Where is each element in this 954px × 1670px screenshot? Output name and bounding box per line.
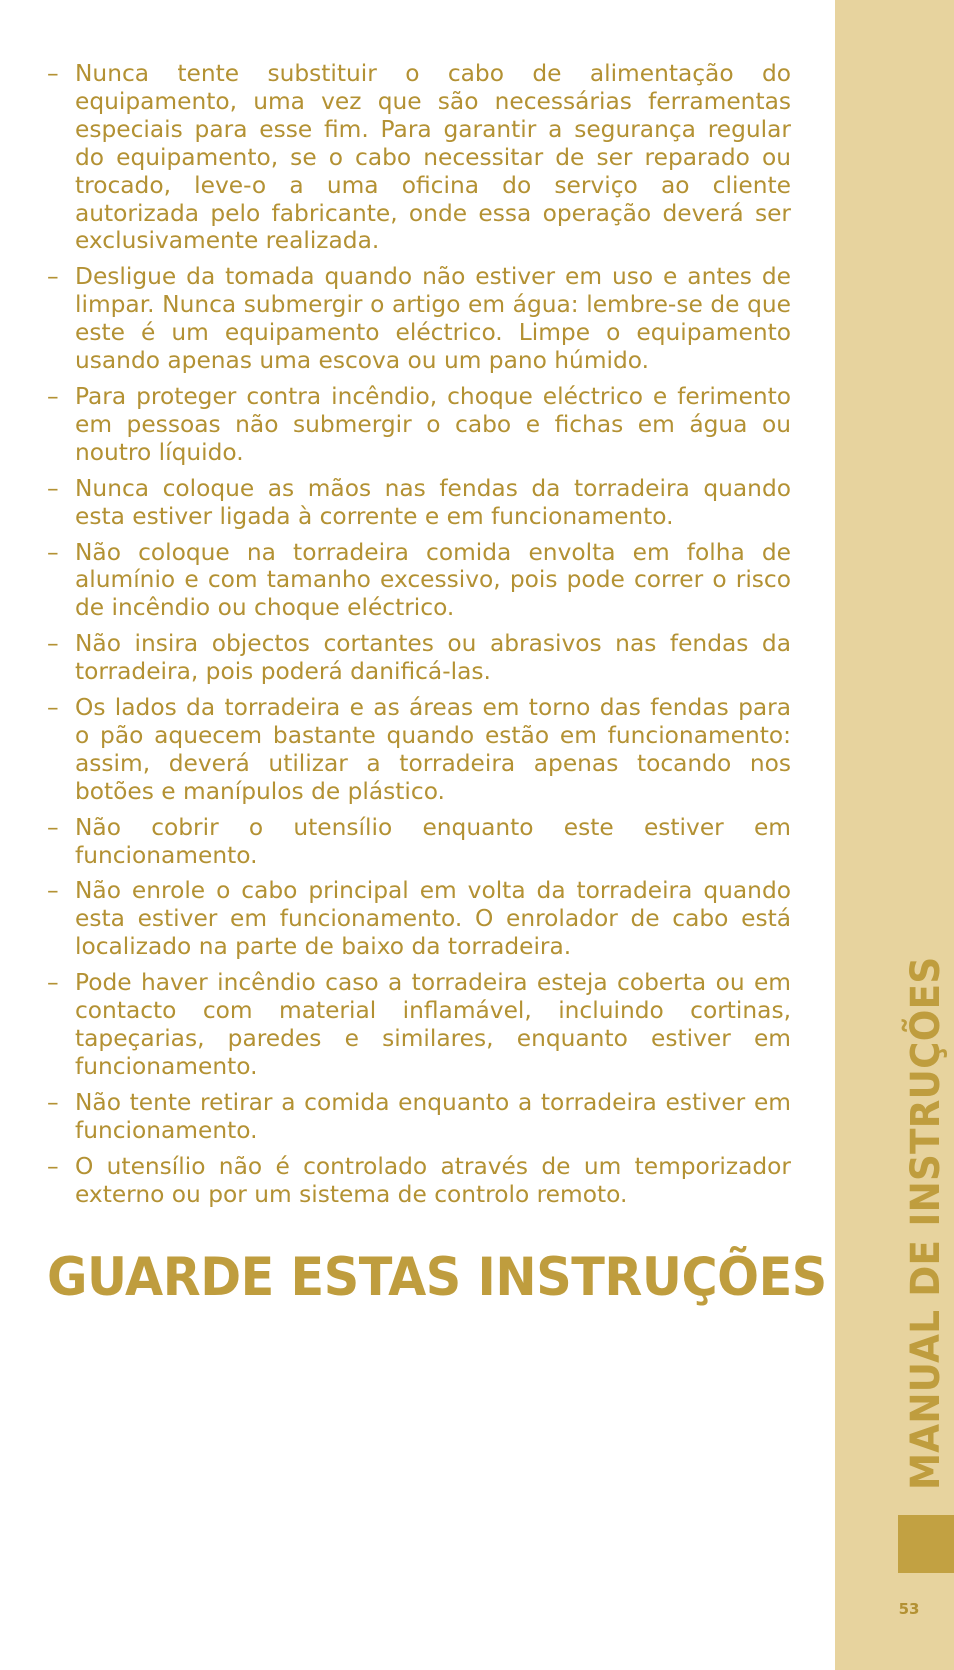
list-dash: – (47, 877, 59, 905)
sidebar-section-title-text: MANUAL DE INSTRUÇÕES (903, 956, 949, 1490)
list-dash: – (47, 538, 59, 566)
list-dash: – (47, 813, 59, 841)
list-dash: – (47, 474, 59, 502)
list-item (47, 1089, 791, 1145)
list-item (47, 539, 791, 623)
list-item-text: Pode haver incêndio caso a torradeira esteja coberta ou em contacto com material inflamável, incluindo cortinas, tapeçarias, paredes e similares, enquanto estiver em funcionamento. (75, 969, 791, 1080)
list-item-text: Não coloque na torradeira comida envolta em folha de alumínio e com tamanho excessivo, pois pode correr o risco de incêndio ou choque eléctrico. (75, 538, 791, 622)
list-item (47, 630, 791, 686)
list-item-text: Nunca tente substituir o cabo de alimentação do equipamento, uma vez que são necessárias ferramentas especiais para esse fim. Para garantir a segurança regular do equipamento, se o cabo necessitar de ser reparado ou trocado, leve-o a uma oficina do serviço ao cliente autorizada pelo fabricante, onde essa operação deverá ser exclusivamente realizada. (75, 60, 791, 255)
list-dash: – (47, 263, 59, 291)
list-item (47, 60, 791, 255)
list-dash: – (47, 1088, 59, 1116)
list-item (47, 814, 791, 870)
list-item-text: Não enrole o cabo principal em volta da torradeira quando esta estiver em funcionamento. O enrolador de cabo está localizado na parte de baixo da torradeira. (75, 877, 791, 961)
main-content (47, 60, 827, 1310)
list-item-text: Não insira objectos cortantes ou abrasivos nas fendas da torradeira, pois poderá danificá-las. (75, 630, 791, 686)
safety-instructions-list (47, 60, 791, 1208)
list-dash: – (47, 969, 59, 997)
list-item-text: O utensílio não é controlado através de um temporizador externo ou por um sistema de controlo remoto. (75, 1152, 791, 1208)
list-item (47, 694, 791, 806)
list-item-text: Desligue da tomada quando não estiver em uso e antes de limpar. Nunca submergir o artigo em água: lembre-se de que este é um equipamento eléctrico. Limpe o equipamento usando apenas uma escova ou um pano húmido. (75, 263, 791, 375)
list-dash: – (47, 382, 59, 410)
list-item (47, 263, 791, 375)
list-item-text: Não cobrir o utensílio enquanto este estiver em funcionamento. (75, 813, 791, 869)
list-item (47, 383, 791, 467)
list-item (47, 475, 791, 531)
list-item-text: Nunca coloque as mãos nas fendas da torradeira quando esta estiver ligada à corrente e em funcionamento. (75, 474, 791, 530)
page-heading: GUARDE ESTAS INSTRUÇÕES (47, 1247, 827, 1309)
list-dash: – (47, 1152, 59, 1180)
list-item-text: Não tente retirar a comida enquanto a torradeira estiver em funcionamento. (75, 1088, 791, 1144)
list-item-text: Os lados da torradeira e as áreas em torno das fendas para o pão aquecem bastante quando estão em funcionamento: assim, deverá utilizar a torradeira apenas tocando nos botões e manípulos de plástico. (75, 694, 791, 805)
sidebar-section-title (903, 956, 954, 1490)
list-item (47, 1153, 791, 1209)
list-dash: – (47, 60, 59, 87)
list-dash: – (47, 630, 59, 658)
sidebar-accent-block (898, 1515, 954, 1573)
list-dash: – (47, 694, 59, 722)
page-number: 53 (898, 1600, 920, 1618)
list-item (47, 877, 791, 961)
list-item (47, 969, 791, 1081)
list-item-text: Para proteger contra incêndio, choque eléctrico e ferimento em pessoas não submergir o cabo e fichas em água ou noutro líquido. (75, 382, 791, 466)
